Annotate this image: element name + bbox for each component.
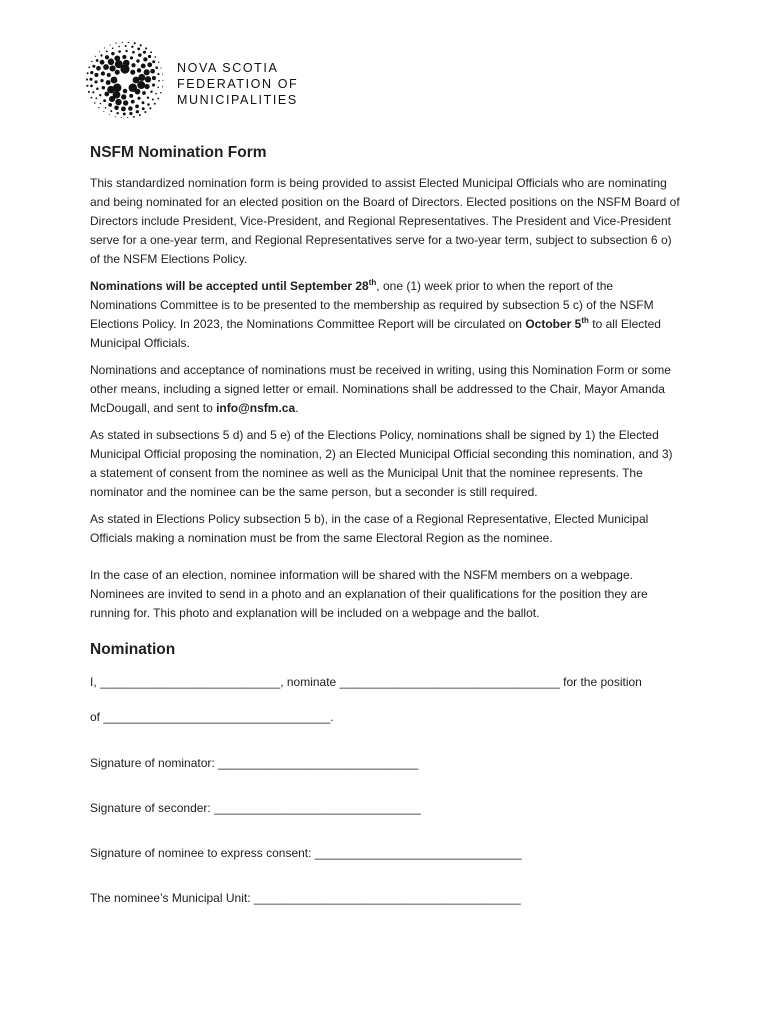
logo-dot: [162, 74, 163, 75]
logo-dot: [100, 54, 102, 56]
logo-dot: [142, 107, 145, 110]
deadline-paragraph: [90, 277, 680, 353]
logo-dot: [87, 72, 89, 74]
logo-dot: [130, 56, 133, 59]
position-line[interactable]: of __________________________________.: [90, 710, 334, 724]
logo-dot: [100, 79, 103, 82]
logo-dot: [109, 114, 110, 115]
logo-dot: [99, 94, 101, 96]
logo-dot: [106, 80, 111, 85]
logo-dot: [118, 46, 120, 48]
logo-dot: [94, 80, 97, 83]
logo-dot: [157, 73, 159, 75]
report-date: October 5th: [525, 316, 589, 331]
logo-dot: [154, 103, 156, 105]
logo-dot: [152, 83, 155, 86]
logo-dot: [99, 51, 100, 52]
logo-dot: [106, 50, 108, 52]
logo-dot: [122, 55, 126, 59]
logo-dot: [152, 60, 155, 63]
deadline-text: , one (1) week prior to when the report of the Nominations Committee is to be presented to the membership as required by subsection 5 c) of the NSFM Elections Policy. In 2023, the Nominations Committee Report will be circulated on: [90, 279, 654, 331]
logo-dot: [92, 91, 94, 93]
logo-dot: [121, 107, 126, 112]
logo-dot: [158, 62, 159, 63]
intro-paragraph: This standardized nomination form is being provided to assist Elected Municipal Officials who are nominating and being nominated for an elected position on the Board of Directors. Elected positions on the NSFM Board of Directors include President, Vice-President, and Regional Representatives. The President and Vice-President serve for a one-year term, and Regional Representatives serve for a two-year term, subject to subsection 6 o) of the NSFM Elections Policy.: [90, 176, 680, 266]
logo-dot: [96, 59, 99, 62]
logo-dot: [114, 105, 119, 110]
logo-dot: [108, 59, 114, 65]
logo-dot: [128, 106, 133, 111]
logo-dot: [110, 110, 112, 112]
signing-paragraph: As stated in subsections 5 d) and 5 e) of the Elections Policy, nominations shall be signed by 1) the Elected Municipal Official proposing the nomination, 2) an Elected Municipal Official seconding this nomination, and 3) a statement of consent from the nominee as well as the Municipal Unit that the nominee represents. The nominator and the nominee can be the same person, but a seconder is still required.: [90, 428, 673, 499]
nomination-heading: Nomination: [90, 641, 176, 658]
logo-dot: [92, 65, 95, 68]
logo-dot: [135, 89, 141, 95]
logo-dot: [123, 100, 128, 105]
logo-dot: [123, 60, 130, 67]
nominator-signature-field[interactable]: Signature of nominator: ______________________________: [90, 756, 419, 770]
logo-dot: [154, 56, 156, 58]
logo-wordmark: [177, 60, 317, 108]
logo-line-3: MUNICIPALITIES: [177, 93, 298, 107]
logo-dot: [144, 84, 149, 89]
logo-dot: [108, 103, 112, 107]
form-body: [90, 144, 680, 908]
logo-dot: [88, 66, 90, 68]
logo-dot: [100, 103, 102, 105]
logo-dot: [157, 98, 159, 100]
logo-dot: [115, 116, 116, 117]
logo-dot: [91, 61, 92, 62]
logo-dot: [162, 80, 163, 81]
logo-dot: [123, 89, 127, 93]
logo-dot: [102, 86, 105, 89]
logo-dot: [150, 69, 155, 74]
nsfm-logo-mark-icon: [86, 42, 164, 118]
deadline-end: to all Elected Municipal Officials.: [90, 317, 661, 350]
logo-dot: [147, 103, 150, 106]
logo-dot: [109, 96, 115, 102]
municipal-unit-field[interactable]: The nominee’s Municipal Unit: ________________________________________: [90, 891, 521, 905]
logo-dot: [121, 117, 122, 118]
logo-dot: [125, 50, 127, 52]
logo-dot: [90, 71, 93, 74]
logo-line-1: NOVA SCOTIA: [177, 61, 279, 75]
logo-dot: [136, 59, 139, 62]
election-paragraph: In the case of an election, nominee information will be shared with the NSFM members on a webpage. Nominees are invited to send in a photo and an explanation of their qualifications for the position they are running for. This photo and explanation will be included on a webpage and the ballot.: [90, 568, 648, 620]
logo-dot: [125, 45, 127, 47]
logo-dot: [138, 74, 145, 81]
logo-dot: [94, 73, 98, 77]
logo-dot: [129, 94, 133, 98]
deadline-bold: Nominations will be accepted until September 28th: [90, 278, 377, 293]
logo-dot: [141, 64, 146, 69]
logo-dot: [123, 113, 126, 116]
logo-dot: [150, 51, 152, 53]
logo-dot: [160, 92, 161, 93]
logo-dot: [130, 70, 135, 75]
nominee-consent-signature-field[interactable]: Signature of nominee to express consent: _______________________________: [90, 846, 522, 860]
logo-dot: [103, 64, 109, 70]
logo-dot: [133, 116, 135, 118]
logo-dot: [110, 44, 111, 45]
logo-dot: [109, 65, 115, 71]
writing-paragraph: Nominations and acceptance of nominations must be received in writing, using this Nomination Form or some other means, including a signed letter or email. Nominations shall be addressed to the Chair, Mayor Amanda McDougall, and sent to info@nsfm.ca.: [90, 363, 671, 415]
logo-dot: [101, 71, 105, 75]
logo-dot: [152, 98, 154, 100]
logo-dot: [137, 81, 145, 89]
logo-dot: [86, 78, 88, 80]
logo-dot: [131, 63, 135, 67]
logo-dot: [150, 91, 152, 93]
logo-dot: [155, 66, 158, 69]
logo-dot: [96, 66, 101, 71]
regional-paragraph: As stated in Elections Policy subsection 5 b), in the case of a Regional Representative, Elected Municipal Officials making a nomination must be from the same Electoral Region as the nominee.: [90, 512, 649, 545]
logo-dot: [145, 47, 147, 49]
logo-dot: [88, 91, 90, 93]
logo-dot: [147, 62, 152, 67]
logo-dot: [147, 97, 149, 99]
logo-dot: [105, 55, 109, 59]
logo-dot: [143, 51, 146, 54]
logo-dot: [144, 69, 150, 75]
contact-email: info@nsfm.ca: [216, 401, 296, 415]
logo-dot: [118, 50, 121, 53]
logo-dot: [136, 110, 139, 113]
nominate-line[interactable]: I, ___________________________, nominate _________________________________ for the position: [90, 675, 642, 689]
logo-dot: [114, 55, 120, 61]
logo-dot: [103, 99, 106, 102]
logo-dot: [90, 97, 92, 99]
logo-dot: [142, 91, 146, 95]
logo-dot: [115, 42, 116, 43]
logo-dot: [121, 42, 123, 43]
logo-dot: [162, 86, 163, 87]
logo-dot: [137, 47, 140, 50]
logo-dot: [86, 85, 88, 87]
logo-dot: [145, 76, 151, 82]
logo-dot: [111, 77, 118, 84]
seconder-signature-field[interactable]: Signature of seconder: _______________________________: [90, 801, 421, 815]
logo-dot: [132, 51, 135, 54]
logo-dot: [152, 76, 156, 80]
logo-dot: [139, 114, 141, 116]
logo-dot: [131, 100, 135, 104]
logo-dot: [121, 94, 126, 99]
logo-dot: [134, 42, 136, 44]
logo-dot: [107, 86, 115, 94]
logo-dot: [95, 56, 96, 57]
logo-dot: [115, 70, 120, 75]
logo-dot: [112, 48, 114, 50]
logo-dot: [104, 92, 109, 97]
logo-dot: [137, 68, 142, 73]
logo-dot: [111, 52, 114, 55]
logo-dot: [143, 57, 147, 61]
nsfm-logo: [86, 42, 306, 118]
logo-dot: [100, 60, 105, 65]
logo-dot: [144, 111, 146, 113]
logo-dot: [128, 42, 130, 43]
logo-dot: [138, 53, 141, 56]
logo-dot: [149, 107, 151, 109]
logo-dot: [105, 107, 107, 109]
logo-dot: [90, 85, 93, 88]
logo-dot: [94, 102, 96, 104]
logo-dot: [115, 99, 121, 105]
logo-dot: [129, 112, 132, 115]
logo-dot: [127, 117, 129, 118]
logo-dot: [107, 73, 111, 77]
logo-dot: [115, 60, 123, 68]
logo-line-2: FEDERATION OF: [177, 77, 299, 91]
logo-dot: [157, 87, 159, 89]
logo-dot: [161, 68, 162, 69]
logo-dot: [142, 101, 145, 104]
logo-dot: [148, 55, 151, 58]
logo-dot: [158, 80, 160, 82]
logo-dot: [140, 44, 142, 46]
logo-dot: [116, 112, 118, 114]
logo-dot: [155, 93, 157, 95]
logo-dot: [103, 111, 104, 112]
logo-dot: [98, 107, 99, 108]
logo-dot: [131, 46, 133, 48]
form-title: NSFM Nomination Form: [90, 144, 267, 161]
logo-dot: [104, 47, 105, 48]
logo-dot: [89, 78, 92, 81]
logo-dot: [95, 97, 97, 99]
logo-dot: [135, 104, 139, 108]
logo-dot: [96, 88, 99, 91]
logo-dot: [137, 97, 140, 100]
